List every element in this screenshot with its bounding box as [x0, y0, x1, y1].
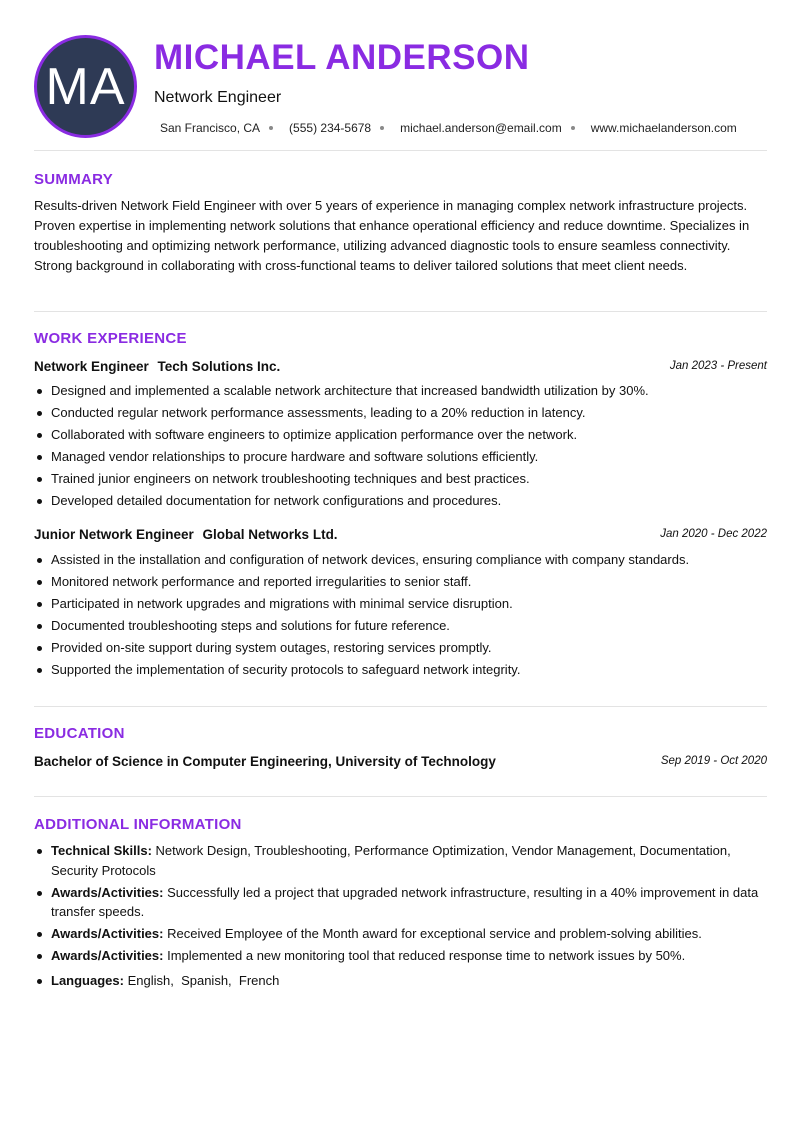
list-item: Collaborated with software engineers to optimize application performance over the network.: [34, 424, 767, 446]
job-bullets: [34, 380, 767, 512]
section-divider: [34, 150, 767, 151]
job-title: [34, 527, 338, 542]
list-item: Provided on-site support during system outages, restoring services promptly.: [34, 637, 767, 659]
section-divider: [34, 706, 767, 707]
contact-phone[interactable]: (555) 234-5678: [289, 121, 372, 135]
contact-email[interactable]: michael.anderson@email.com: [400, 121, 562, 135]
list-item: Supported the implementation of security protocols to safeguard network integrity.: [34, 659, 767, 681]
list-item: Conducted regular network performance assessments, leading to a 20% reduction in latency.: [34, 402, 767, 424]
separator-dot: [269, 126, 273, 130]
languages-text: English, Spanish, French: [127, 972, 280, 988]
list-item: Assisted in the installation and configuration of network devices, ensuring compliance with company standards.: [34, 549, 767, 571]
list-item: [34, 946, 769, 966]
list-item: Participated in network upgrades and migrations with minimal service disruption.: [34, 593, 767, 615]
contact-location: San Francisco, CA: [160, 121, 261, 135]
avatar: [34, 35, 137, 138]
languages-label: Languages:: [51, 972, 124, 988]
summary-text: Results-driven Network Field Engineer with over 5 years of experience in managing complex network infrastructure projects. Proven expertise in implementing network solutions that enhance operational efficiency and reduce downtime. Specializes in troubleshooting and optimizing network performance, utilizing advanced diagnostic tools to ensure seamless connectivity. Strong background in collaborating with cross-functional teams to deliver tailored solutions that meet client needs.: [34, 198, 750, 273]
item-text: Successfully led a project that upgraded network infrastructure, resulting in a 40% improvement in data transfer speeds.: [51, 884, 759, 919]
list-item: Trained junior engineers on network troubleshooting techniques and best practices.: [34, 468, 767, 490]
job-header: [34, 359, 767, 377]
education-dates: Sep 2019 - Oct 2020: [660, 755, 767, 767]
job-header: [34, 527, 767, 545]
summary-heading: SUMMARY: [34, 171, 114, 188]
section-divider: [34, 311, 767, 312]
list-item: Managed vendor relationships to procure hardware and software solutions efficiently.: [34, 446, 767, 468]
list-item: [34, 841, 769, 880]
separator-dot: [380, 126, 384, 130]
job-position: Junior Network Engineer: [34, 527, 194, 542]
job-title: [34, 359, 280, 374]
avatar-initials: MA: [45, 57, 126, 116]
job-bullets: [34, 549, 767, 681]
item-text: Implemented a new monitoring tool that reduced response time to network issues by 50%.: [167, 948, 686, 963]
list-item: [34, 924, 769, 944]
job-dates: Jan 2020 - Dec 2022: [660, 528, 767, 540]
separator-dot: [571, 126, 575, 130]
list-item: [34, 971, 769, 991]
list-item: Developed detailed documentation for network configurations and procedures.: [34, 490, 767, 512]
job-company: Tech Solutions Inc.: [157, 359, 281, 374]
contact-bar: [160, 121, 737, 135]
item-label: Awards/Activities:: [51, 884, 164, 900]
section-divider: [34, 796, 767, 797]
job-company: Global Networks Ltd.: [202, 527, 338, 542]
list-item: [34, 883, 769, 922]
additional-heading: ADDITIONAL INFORMATION: [34, 816, 242, 833]
item-label: Technical Skills:: [51, 843, 152, 858]
list-item: Designed and implemented a scalable network architecture that increased bandwidth utilization by 30%.: [34, 380, 767, 402]
education-heading: EDUCATION: [34, 725, 125, 742]
list-item: Documented troubleshooting steps and solutions for future reference.: [34, 615, 767, 637]
item-label: Awards/Activities:: [51, 926, 164, 941]
item-text: Received Employee of the Month award for exceptional service and problem-solving abilities.: [167, 926, 702, 941]
job-position: Network Engineer: [34, 359, 149, 374]
candidate-name: MICHAEL ANDERSON: [154, 38, 530, 77]
list-item: Monitored network performance and reported irregularities to senior staff.: [34, 571, 767, 593]
item-label: Awards/Activities:: [51, 948, 164, 963]
contact-website[interactable]: www.michaelanderson.com: [590, 121, 737, 135]
candidate-role: Network Engineer: [154, 89, 282, 106]
resume-header: [0, 0, 800, 150]
additional-list: [34, 841, 769, 993]
experience-heading: WORK EXPERIENCE: [34, 330, 187, 347]
education-degree: Bachelor of Science in Computer Engineering, University of Technology: [34, 754, 496, 769]
job-dates: Jan 2023 - Present: [669, 360, 767, 372]
item-text: Network Design, Troubleshooting, Performance Optimization, Vendor Management, Documentation, Security Protocols: [51, 843, 731, 878]
